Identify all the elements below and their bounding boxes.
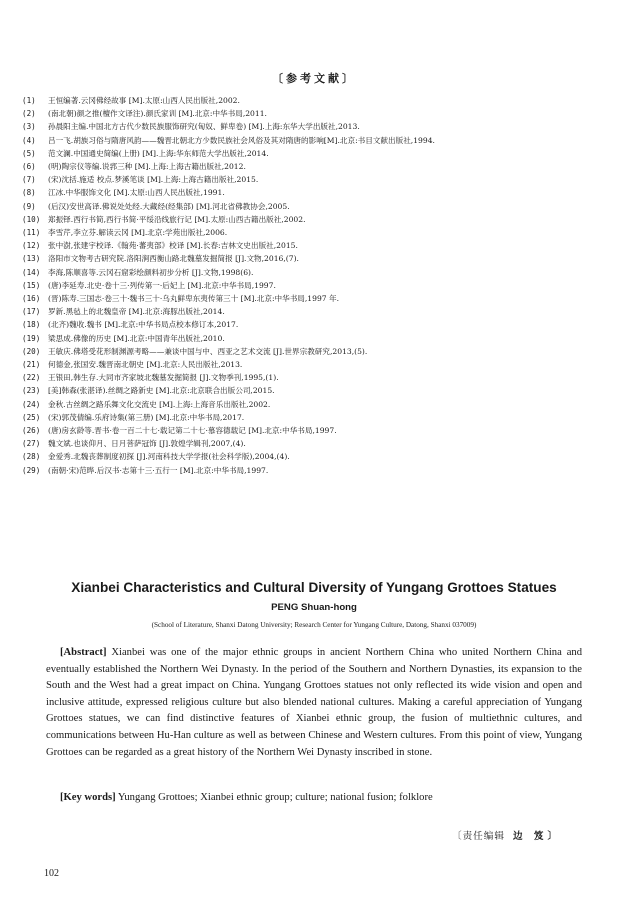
reference-text: [美]韩森(张湛译).丝绸之路新史 [M].北京:北京联合出版公司,2015.	[48, 386, 275, 396]
reference-item	[22, 358, 602, 371]
reference-item	[22, 252, 602, 265]
reference-number: (24)	[22, 399, 41, 409]
reference-text: (宋)沈括.施适 校点.梦溪笔谈 [M].上海:上海古籍出版社,2015.	[48, 175, 259, 185]
reference-text: (后汉)安世高译.佛说处处经.大藏经(经集部) [M].河北省佛教协会,2005.	[48, 201, 290, 211]
reference-text: 吕一飞.胡族习俗与隋唐风韵——魏晋北朝北方少数民族社会风俗及其对隋唐的影响[M].北京:书目文献出版社,1994.	[48, 135, 435, 145]
reference-item	[22, 239, 602, 252]
references-list	[22, 94, 602, 477]
reference-number: (1)	[22, 96, 36, 105]
reference-text: 张中澍,张建宇校译.《翰苑·蕃夷部》校译 [M].长春:吉林文史出版社,2015.	[48, 241, 298, 251]
reference-item	[22, 464, 602, 477]
reference-number: (5)	[22, 148, 36, 158]
reference-number: (28)	[22, 452, 41, 462]
reference-item	[22, 450, 602, 463]
reference-item	[22, 134, 602, 147]
reference-number: (15)	[22, 280, 41, 290]
abstract-label: [Abstract]	[60, 647, 107, 658]
reference-number: (10)	[22, 214, 41, 224]
reference-text: 魏文斌.也谈仰月、日月菩萨冠饰 [J].敦煌学辑刊,2007,(4).	[48, 439, 246, 449]
reference-text: 孙晨阳主编.中国北方古代少数民族服饰研究(匈奴、鲜卑卷) [M].上海:东华大学出版社,2013.	[48, 122, 360, 132]
reference-number: (3)	[22, 122, 36, 132]
reference-text: 王敏庆.佛塔受花形制渊源考略——兼谈中国与中、西亚之艺术交流 [J].世界宗教研究,2013,(5).	[48, 346, 368, 356]
reference-number: (26)	[22, 426, 41, 436]
reference-number: (19)	[22, 333, 41, 343]
reference-text: 梁思成.佛像的历史 [M].北京:中国青年出版社,2010.	[48, 333, 225, 343]
editor-label: 〔责任编辑	[452, 831, 505, 842]
reference-item	[22, 332, 602, 345]
reference-text: (北齐)魏收.魏书 [M].北京:中华书局点校本修订本,2017.	[48, 320, 239, 330]
reference-text: 李雪芹,李立芬.解读云冈 [M].北京:学苑出版社,2006.	[48, 228, 228, 238]
reference-number: (11)	[22, 228, 41, 238]
reference-number: (16)	[22, 294, 41, 304]
author-affiliation: (School of Literature, Shanxi Datong University; Research Center for Yungang Culture, Datong, Shanxi 037009)	[151, 621, 477, 629]
reference-item	[22, 186, 602, 199]
reference-item	[22, 411, 602, 424]
reference-text: (南北朝)颜之推(檀作文译注).颜氏家训 [M].北京:中华书局,2011.	[48, 109, 267, 119]
reference-number: (13)	[22, 254, 41, 264]
reference-item	[22, 266, 602, 279]
english-author: PENG Shuan-hong	[271, 602, 357, 613]
reference-item	[22, 279, 602, 292]
reference-item	[22, 160, 602, 173]
reference-item	[22, 371, 602, 384]
reference-number: (17)	[22, 307, 41, 317]
reference-item	[22, 120, 602, 133]
reference-number: (23)	[22, 386, 41, 396]
reference-number: (27)	[22, 439, 41, 449]
reference-number: (7)	[22, 175, 36, 185]
reference-number: (14)	[22, 267, 41, 277]
page-number: 102	[44, 868, 59, 879]
reference-text: (南朝·宋)范晔.后汉书·志第十三·五行一 [M].北京:中华书局,1997.	[48, 465, 269, 475]
reference-number: (9)	[22, 201, 36, 211]
reference-text: 何德金,张国安.魏晋南北朝史 [M].北京:人民出版社,2013.	[48, 360, 243, 370]
reference-number: (2)	[22, 109, 36, 119]
keywords	[60, 792, 580, 803]
references-heading: 〔参考文献〕	[272, 72, 356, 85]
reference-item	[22, 384, 602, 397]
reference-item	[22, 107, 602, 120]
reference-item	[22, 305, 602, 318]
reference-text: (宋)郭茂倩编.乐府诗集(第三册) [M].北京:中华书局,2017.	[48, 412, 245, 422]
abstract	[46, 645, 582, 761]
reference-text: 罗新.黑毡上的北魏皇帝 [M].北京:海豚出版社,2014.	[48, 307, 225, 317]
reference-text: 江冰.中华服饰文化 [M].太原:山西人民出版社,1991.	[48, 188, 225, 198]
reference-item	[22, 345, 602, 358]
reference-text: (晋)陈寿.三国志·卷三十·魏书三十·乌丸鲜卑东夷传第三十 [M].北京:中华书局,1997 年.	[48, 294, 340, 304]
reference-item	[22, 424, 602, 437]
responsible-editor	[452, 828, 561, 842]
reference-item	[22, 437, 602, 450]
reference-text: 王银田,韩生存.大同市齐家坡北魏墓发掘简报 [J].文物季刊,1995,(1).	[48, 373, 279, 383]
reference-text: (唐)李延寿.北史·卷十三·列传第一·后妃上 [M].北京:中华书局,1997.	[48, 280, 276, 290]
reference-text: 王恒编著.云冈佛经故事 [M].太原:山西人民出版社,2002.	[48, 96, 240, 105]
reference-number: (6)	[22, 162, 36, 172]
reference-text: (明)陶宗仪等编.说郛三种 [M].上海:上海古籍出版社,2012.	[48, 162, 246, 172]
reference-number: (4)	[22, 135, 36, 145]
reference-text: 李海,陈顺喜等.云冈石窟彩绘颜料初步分析 [J].文物,1998(6).	[48, 267, 254, 277]
reference-item	[22, 398, 602, 411]
reference-number: (8)	[22, 188, 36, 198]
abstract-text: Xianbei was one of the major ethnic groups in ancient Northern China who united Northern China and eventually established the Northern Wei Dynasty. In the period of the Southern and Northern Dynasties, its expansion to the South and the West had a great impact on China. Yungang Grottoes statues not only reflected its wide vision and open and inclusive attitude, expressed religious culture but also blended national cultures. Making a careful appreciation of Yungang Grottoes statues, we can find distinctive features of Xianbei ethnic group, the fusion of multiethnic cultures, and communications between Hu-Han culture as well as between Chinese and Western cultures. From this point of view, Yungang Grottoes can be regarded as a great history of the Northern Wei Dynasty inscribed in stone.	[46, 647, 582, 758]
reference-text: 范文澜.中国通史简编(上册) [M].上海:华东师范大学出版社,2014.	[48, 148, 269, 158]
reference-item	[22, 292, 602, 305]
reference-item	[22, 200, 602, 213]
reference-text: (唐)房玄龄等.晋书·卷一百二十七·载记第二十七·慕容德载记 [M].北京:中华书局,1997.	[48, 426, 337, 436]
reference-number: (29)	[22, 465, 41, 475]
english-title: Xianbei Characteristics and Cultural Diversity of Yungang Grottoes Statues	[71, 580, 557, 595]
reference-item	[22, 318, 602, 331]
reference-number: (25)	[22, 412, 41, 422]
reference-item	[22, 213, 602, 226]
reference-text: 金秋.古丝绸之路乐舞文化交流史 [M].上海:上海音乐出版社,2002.	[48, 399, 271, 409]
reference-number: (12)	[22, 241, 41, 251]
reference-number: (20)	[22, 346, 41, 356]
reference-item	[22, 226, 602, 239]
reference-number: (21)	[22, 360, 41, 370]
reference-text: 金爱秀.北魏丧葬制度初探 [J].河南科技大学学报(社会科学版),2004,(4).	[48, 452, 290, 462]
reference-item	[22, 147, 602, 160]
keywords-text: Yungang Grottoes; Xianbei ethnic group; culture; national fusion; folklore	[117, 792, 433, 803]
reference-item	[22, 173, 602, 186]
keywords-label: [Key words]	[60, 792, 116, 803]
reference-text: 郑振铎.西行书简,西行书简·平绥沿线旅行记 [M].太原:山西古籍出版社,2002.	[48, 214, 306, 224]
reference-item	[22, 94, 602, 107]
reference-number: (18)	[22, 320, 41, 330]
reference-text: 洛阳市文物考古研究院.洛阳涧西衡山路北魏墓发掘简报 [J].文物,2016,(7).	[48, 254, 299, 264]
reference-number: (22)	[22, 373, 41, 383]
editor-name: 边 笈〕	[512, 831, 562, 842]
